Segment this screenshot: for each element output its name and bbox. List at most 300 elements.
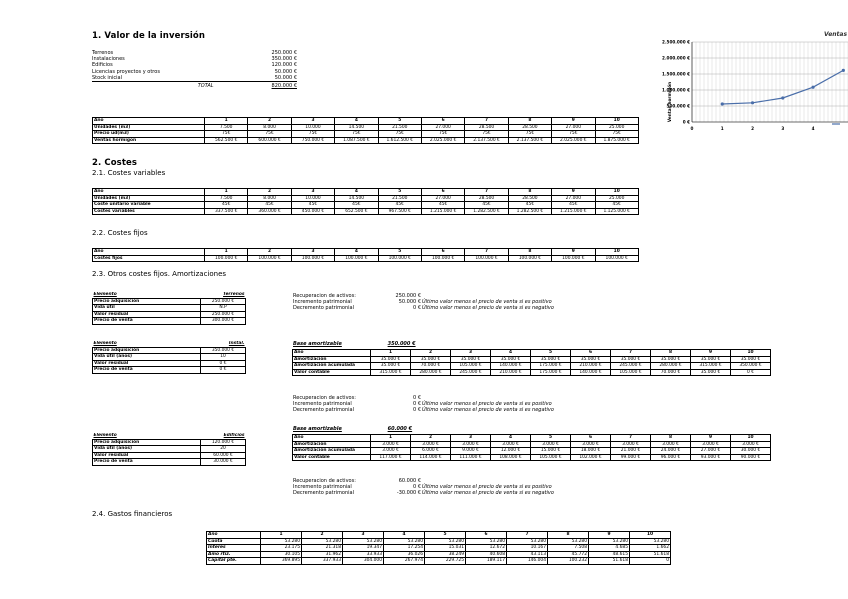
table-cell: 1.612.500 €: [378, 137, 421, 144]
table-cell: 1: [371, 350, 411, 357]
table-cell: 189.117: [466, 558, 507, 565]
edificios-recovery: [293, 478, 554, 497]
row-label: Precio ud(m3): [93, 131, 205, 138]
table-cell: 114.000 €: [411, 454, 451, 461]
table-cell: 4: [335, 189, 378, 196]
table-cell: 175.000 €: [531, 369, 571, 376]
investment-label: Instalaciones: [92, 56, 125, 63]
chart-xtick-label: 2: [751, 126, 754, 131]
row-label: Valor residual: [93, 311, 201, 318]
table-cell: 1.215.000 €: [421, 208, 464, 215]
edificios-table-body: [93, 433, 246, 465]
investment-label: Edificios: [92, 62, 113, 69]
table-cell: 229.725: [425, 558, 466, 565]
table-cell: 5: [378, 118, 421, 125]
recovery-label: Incremento patrimonial: [293, 401, 352, 408]
instal-amort-table: [292, 349, 771, 376]
table-row: [93, 189, 639, 196]
table-cell: 1: [205, 189, 248, 196]
table-row: [93, 459, 246, 466]
row-label: Ventas hormigon: [93, 137, 205, 144]
table-cell: 2: [248, 189, 291, 196]
table-cell: 2: [411, 350, 451, 357]
chart-ylabel: Ventas hormigón: [667, 81, 672, 123]
row-label: Precio adquisición: [93, 347, 201, 354]
table-cell: 12.000 €: [491, 448, 531, 455]
table-cell: 99.000 €: [611, 454, 651, 461]
table-cell: 75€: [248, 131, 291, 138]
table-cell: 53.280: [302, 538, 343, 545]
table-cell: 8: [508, 118, 551, 125]
table-cell: 100.232: [548, 558, 589, 565]
table-cell: 3: [451, 350, 491, 357]
section2-title: 2. Costes: [92, 158, 138, 168]
table-cell: 6: [571, 350, 611, 357]
recovery-value: 50.000 €: [398, 299, 421, 306]
table-cell: 100.000 €: [595, 255, 638, 262]
table-cell: 35.000 €: [691, 369, 731, 376]
table-row: [93, 255, 639, 262]
table-row: [93, 202, 639, 209]
table-cell: 15.031: [425, 545, 466, 552]
table-cell: 300.000 €: [201, 318, 246, 325]
recovery-note: Último valor menos el precio de venta si es positivo: [422, 299, 552, 306]
investment-label: Stock inicial: [92, 74, 122, 81]
table-cell: 53.280: [384, 538, 425, 545]
table-cell: 40.608: [466, 551, 507, 558]
table-cell: 7: [465, 118, 508, 125]
table-cell: 75€: [465, 131, 508, 138]
table-row: [93, 452, 246, 459]
table-cell: 45€: [205, 202, 248, 209]
table-cell: 0: [630, 558, 671, 565]
table-cell: 35.000 €: [411, 356, 451, 363]
table-cell: 35.000 €: [691, 356, 731, 363]
table-cell: 31.962: [302, 551, 343, 558]
financial-costs-table-body: [207, 532, 671, 565]
table-cell: 250.000 €: [201, 298, 246, 305]
investment-value: 120.000 €: [271, 62, 297, 69]
table-cell: 6: [421, 189, 464, 196]
terrenos-table-body: [93, 292, 246, 324]
table-row: [93, 439, 246, 446]
table-cell: 70.000 €: [411, 363, 451, 370]
table-cell: 75€: [508, 131, 551, 138]
chart-ytick-label: 0 €: [682, 119, 690, 125]
recovery-note: Último valor menos el precio de venta si es positivo: [422, 484, 552, 491]
table-cell: 2: [248, 249, 291, 256]
variable-costs-table: [92, 188, 639, 215]
row-label: Cuota: [207, 538, 261, 545]
table-cell: 7: [611, 435, 651, 442]
table-cell: 3.000 €: [611, 441, 651, 448]
recovery-value: 0 €: [413, 407, 421, 414]
table-cell: 35.000 €: [651, 356, 691, 363]
fixed-costs-table-body: [93, 249, 639, 262]
recovery-value: 250.000 €: [395, 293, 421, 299]
row-label: Vida útil (años): [93, 354, 201, 361]
table-cell: 35.000 €: [371, 356, 411, 363]
table-cell: 27.000 €: [691, 448, 731, 455]
table-cell: 3.000 €: [371, 448, 411, 455]
table-row: [207, 545, 671, 552]
table-cell: 1.125.000 €: [595, 208, 638, 215]
table-cell: 27.000: [552, 124, 595, 131]
table-cell: 53.280: [548, 538, 589, 545]
table-cell: 2: [302, 532, 343, 539]
table-cell: 100.000 €: [421, 255, 464, 262]
investment-list: [92, 50, 297, 89]
table-cell: 175.000 €: [531, 363, 571, 370]
table-cell: 1: [261, 532, 302, 539]
table-cell: 75€: [291, 131, 334, 138]
table-cell: 7.508: [548, 545, 589, 552]
row-label: Año: [293, 435, 371, 442]
sales-table: [92, 117, 639, 144]
table-cell: 8: [508, 249, 551, 256]
recovery-note: Último valor menos el precio de venta si es positivo: [422, 401, 552, 408]
base-value: 60.000 €: [387, 426, 413, 432]
table-cell: 45€: [465, 202, 508, 209]
table-cell: 7: [465, 189, 508, 196]
recovery-note: Último valor menos el precio de venta si es negativo: [422, 305, 554, 312]
table-cell: 35.000 €: [451, 356, 491, 363]
table-cell: 2.025.000 €: [421, 137, 464, 144]
edificios-base: [293, 426, 412, 432]
table-cell: 1: [205, 118, 248, 125]
table-cell: 9.000 €: [451, 448, 491, 455]
table-cell: 6: [421, 249, 464, 256]
table-row: [293, 435, 771, 442]
table-cell: 28.500: [508, 124, 551, 131]
table-cell: 75€: [205, 131, 248, 138]
investment-label: Terrenos: [92, 50, 114, 56]
table-cell: 111.000 €: [451, 454, 491, 461]
table-cell: 245.000 €: [451, 369, 491, 376]
header-cell: Elemento: [93, 292, 201, 298]
table-row: [93, 318, 246, 325]
table-cell: 105.000 €: [451, 363, 491, 370]
table-cell: 45€: [335, 202, 378, 209]
table-cell: 96.000 €: [651, 454, 691, 461]
table-row: [93, 446, 246, 453]
table-cell: 0 €: [201, 367, 246, 374]
table-cell: 315.000 €: [691, 363, 731, 370]
table-cell: 562.500 €: [205, 137, 248, 144]
instal-table: [92, 341, 246, 374]
table-cell: 304.000: [343, 558, 384, 565]
table-cell: 10: [731, 435, 771, 442]
table-cell: 14.500: [335, 195, 378, 202]
table-cell: 30.000 €: [201, 459, 246, 466]
table-cell: 140.000 €: [571, 369, 611, 376]
row-label: Amortización: [293, 441, 371, 448]
table-cell: 21.500: [378, 195, 421, 202]
table-cell: 3: [343, 532, 384, 539]
table-cell: 75€: [552, 131, 595, 138]
row-label: Amortización: [293, 356, 371, 363]
table-cell: 90.000 €: [731, 454, 771, 461]
table-cell: 967.500 €: [378, 208, 421, 215]
header-cell: Edificios: [201, 433, 246, 439]
chart-data-point: [811, 86, 814, 89]
table-cell: 25.000: [595, 195, 638, 202]
row-label: Año: [93, 249, 205, 256]
table-cell: 51.618: [589, 558, 630, 565]
recovery-label: Decremento patrimonial: [293, 305, 355, 312]
chart-xtick-label: 3: [781, 126, 785, 131]
table-row: [293, 350, 771, 357]
header-cell: Instal.: [201, 341, 246, 347]
table-cell: 45€: [508, 202, 551, 209]
total-label: TOTAL: [197, 82, 214, 89]
table-cell: 30.000 €: [731, 448, 771, 455]
table-cell: 3: [291, 249, 334, 256]
table-row: [293, 441, 771, 448]
table-cell: 2.137.500 €: [508, 137, 551, 144]
table-cell: 45€: [248, 202, 291, 209]
table-row: [93, 195, 639, 202]
recovery-label: Incremento patrimonial: [293, 299, 352, 306]
table-cell: 93.000 €: [691, 454, 731, 461]
table-cell: 18.000 €: [571, 448, 611, 455]
table-row: [293, 448, 771, 455]
table-cell: 1.875.000 €: [595, 137, 638, 144]
investment-value: 50.000 €: [274, 74, 297, 81]
table-cell: 2.025.000 €: [552, 137, 595, 144]
table-cell: 35.000 €: [571, 356, 611, 363]
terrenos-table: [92, 292, 246, 325]
table-cell: 10: [595, 189, 638, 196]
table-cell: 7: [465, 249, 508, 256]
table-cell: 5: [531, 350, 571, 357]
chart-ytick-label: 2.000.000 €: [662, 55, 690, 61]
recovery-row: [293, 490, 554, 496]
table-cell: 6: [421, 118, 464, 125]
table-cell: 4: [491, 350, 531, 357]
table-cell: 35.000 €: [731, 356, 771, 363]
table-cell: 100.000 €: [335, 255, 378, 262]
row-label: Unidades (m3): [93, 124, 205, 131]
table-cell: 8: [548, 532, 589, 539]
table-cell: 20: [201, 446, 246, 453]
table-cell: 7: [611, 350, 651, 357]
table-cell: 45€: [291, 202, 334, 209]
table-cell: 5: [531, 435, 571, 442]
row-label: Valor residual: [93, 452, 201, 459]
table-cell: 28.500: [465, 195, 508, 202]
investment-item: [92, 75, 297, 82]
row-label: Año: [93, 189, 205, 196]
table-cell: 10: [595, 249, 638, 256]
fixed-costs-table: [92, 248, 639, 262]
header-cell: Elemento: [93, 341, 201, 347]
table-cell: 75€: [421, 131, 464, 138]
table-cell: 53.280: [589, 538, 630, 545]
row-label: Vida útil (años): [93, 446, 201, 453]
table-cell: 9: [552, 249, 595, 256]
table-row: [93, 367, 246, 374]
table-cell: 5: [425, 532, 466, 539]
table-cell: 250.000 €: [201, 311, 246, 318]
table-row: [93, 298, 246, 305]
table-cell: 1.662: [630, 545, 671, 552]
table-cell: 3: [451, 435, 491, 442]
table-cell: 146.004: [507, 558, 548, 565]
variable-costs-title: 2.1. Costes variables: [92, 169, 166, 177]
table-cell: 1.282.500 €: [465, 208, 508, 215]
recovery-value: 0 €: [413, 395, 421, 401]
recovery-value: 0 €: [413, 305, 421, 312]
table-cell: 35.000 €: [611, 356, 651, 363]
table-cell: 652.500 €: [335, 208, 378, 215]
table-cell: 27.000: [421, 195, 464, 202]
table-row: [93, 360, 246, 367]
table-cell: 27.000: [552, 195, 595, 202]
table-cell: 1.282.500 €: [508, 208, 551, 215]
table-cell: 10.000: [291, 195, 334, 202]
table-row: [93, 354, 246, 361]
row-label: Costes fijos: [93, 255, 205, 262]
row-label: Precio de venta: [93, 367, 201, 374]
edificios-amort-table-body: [293, 435, 771, 461]
row-label: Vida útil: [93, 305, 201, 312]
table-cell: 100.000 €: [465, 255, 508, 262]
table-row: [93, 311, 246, 318]
table-cell: 60.000 €: [201, 452, 246, 459]
chart-data-point: [751, 101, 754, 104]
recovery-value: 0 €: [413, 401, 421, 408]
table-cell: 43.113: [507, 551, 548, 558]
table-cell: 9: [691, 350, 731, 357]
table-cell: 10.000: [291, 124, 334, 131]
base-value: 350.000 €: [387, 341, 416, 347]
recovery-note: Último valor menos el precio de venta si es negativo: [422, 407, 554, 414]
table-cell: 3.000 €: [491, 441, 531, 448]
table-row: [293, 363, 771, 370]
table-cell: 100.000 €: [552, 255, 595, 262]
table-cell: 3: [291, 118, 334, 125]
recovery-row: [293, 305, 554, 311]
chart-data-point: [781, 96, 784, 99]
table-cell: 9: [691, 435, 731, 442]
table-cell: 14.500: [335, 124, 378, 131]
table-cell: 75€: [335, 131, 378, 138]
row-label: Año: [207, 532, 261, 539]
table-cell: 35.000 €: [491, 356, 531, 363]
table-cell: 0 €: [731, 369, 771, 376]
row-label: Amortización acumulada: [293, 448, 371, 455]
fixed-costs-title: 2.2. Costes fijos: [92, 229, 148, 237]
table-cell: 100.000 €: [378, 255, 421, 262]
table-row: [93, 131, 639, 138]
investment-value: 50.000 €: [274, 68, 297, 75]
table-cell: 2: [411, 435, 451, 442]
table-row: [93, 124, 639, 131]
table-cell: 360.000 €: [248, 208, 291, 215]
table-cell: 53.280: [630, 538, 671, 545]
chart-data-point: [842, 69, 845, 72]
row-label: Precio de venta: [93, 459, 201, 466]
table-cell: 30.105: [261, 551, 302, 558]
table-cell: 3.000 €: [451, 441, 491, 448]
table-cell: 3: [291, 189, 334, 196]
table-cell: 45€: [378, 202, 421, 209]
sales-chart: [654, 28, 848, 138]
table-cell: 1: [205, 249, 248, 256]
table-cell: 35.000 €: [371, 363, 411, 370]
instal-amort-table-body: [293, 350, 771, 376]
table-cell: 35.000 €: [531, 356, 571, 363]
row-label: Año: [93, 118, 205, 125]
row-label: Costes variables: [93, 208, 205, 215]
table-cell: 9: [589, 532, 630, 539]
table-cell: 10: [595, 118, 638, 125]
table-cell: 369.895: [261, 558, 302, 565]
table-cell: 8: [508, 189, 551, 196]
row-label: Precio de venta: [93, 318, 201, 325]
table-cell: 750.000 €: [291, 137, 334, 144]
chart-ytick-label: 1.500.000 €: [662, 71, 690, 77]
table-cell: 10.167: [507, 545, 548, 552]
row-label: Amortización acumulada: [293, 363, 371, 370]
table-cell: 4: [384, 532, 425, 539]
table-cell: 75€: [595, 131, 638, 138]
table-cell: 8.000: [248, 124, 291, 131]
table-cell: 350.000 €: [201, 347, 246, 354]
table-cell: 21.500: [378, 124, 421, 131]
table-cell: 6: [571, 435, 611, 442]
instal-table-body: [93, 341, 246, 373]
table-row: [93, 249, 639, 256]
table-cell: 350.000 €: [731, 363, 771, 370]
chart-ytick-label: 1.000.000 €: [662, 87, 690, 93]
table-cell: N.P: [201, 305, 246, 312]
table-cell: 1: [371, 435, 411, 442]
table-cell: 7: [507, 532, 548, 539]
investment-total: [92, 83, 297, 89]
variable-costs-table-body: [93, 189, 639, 215]
table-cell: 100.000 €: [205, 255, 248, 262]
table-cell: 25.000: [595, 124, 638, 131]
table-cell: 5: [378, 249, 421, 256]
table-cell: 600.000 €: [248, 137, 291, 144]
table-cell: 245.000 €: [611, 363, 651, 370]
table-cell: 4: [335, 249, 378, 256]
table-cell: 6.000 €: [411, 448, 451, 455]
table-cell: 21.000 €: [611, 448, 651, 455]
table-cell: 21.318: [302, 545, 343, 552]
header-cell: Elemento: [93, 433, 201, 439]
table-cell: 8: [651, 435, 691, 442]
row-label: Valor contable: [293, 454, 371, 461]
table-cell: 4: [491, 435, 531, 442]
table-cell: 5: [378, 189, 421, 196]
table-cell: 3.000 €: [571, 441, 611, 448]
table-cell: 8: [651, 350, 691, 357]
table-cell: 315.000 €: [371, 369, 411, 376]
table-cell: 3.000 €: [651, 441, 691, 448]
table-cell: 45€: [552, 202, 595, 209]
table-row: [93, 137, 639, 144]
row-label: Capital pte.: [207, 558, 261, 565]
table-cell: 33.933: [343, 551, 384, 558]
table-cell: 3.000 €: [531, 441, 571, 448]
table-cell: 210.000 €: [491, 369, 531, 376]
table-cell: 53.280: [425, 538, 466, 545]
table-cell: 267.974: [384, 558, 425, 565]
row-label: Valor residual: [93, 360, 201, 367]
